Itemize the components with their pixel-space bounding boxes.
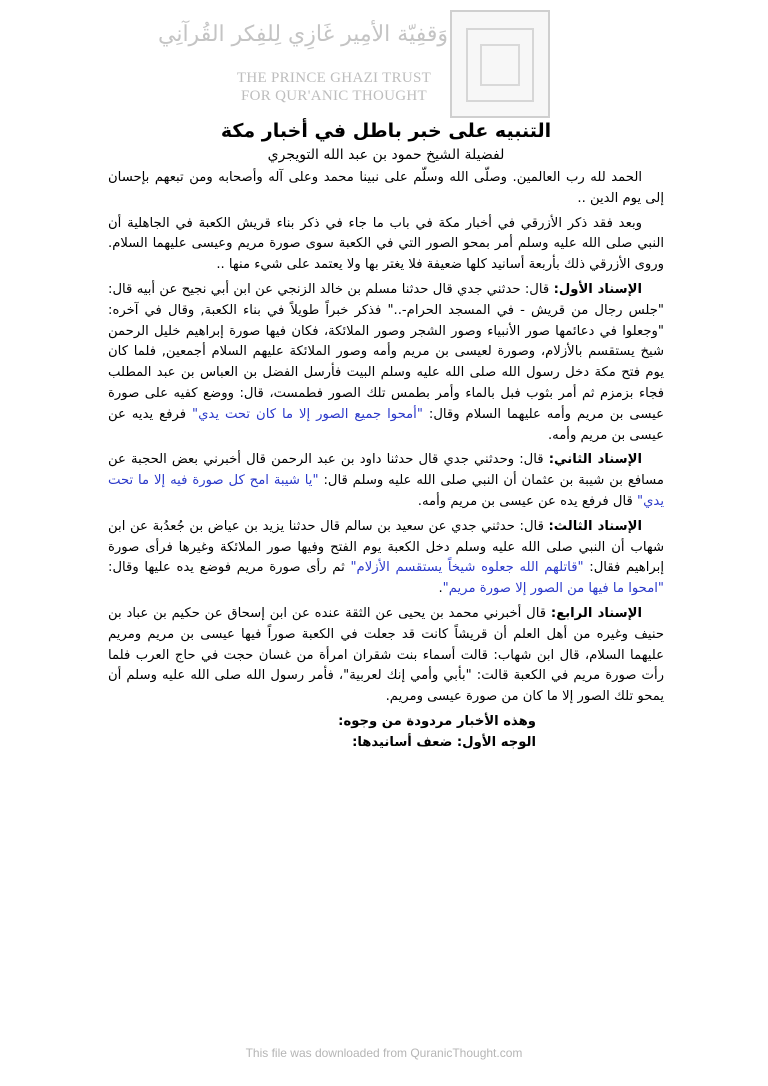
isnad-3-quote-2: "امحوا ما فيها من الصور إلا صورة مريم": [442, 581, 664, 597]
isnad-3-quote-1: "قاتلهم الله جعلوه شيخاً يستقسم الأزلام": [350, 560, 584, 576]
isnad-2-label: الإسناد الثاني:: [548, 452, 642, 468]
download-footer: This file was downloaded from QuranicThought.com: [245, 1046, 523, 1060]
isnad-1-label: الإسناد الأول:: [553, 281, 642, 297]
document-title: التنبيه على خبر باطل في أخبار مكة: [220, 120, 552, 142]
isnad-4-text: قال أخبرني محمد بن يحيى عن الثقة عنده عن ابن إسحاق عن حكيم بن عباد بن حنيف وغيره من أهل العلم أن قريشاً كانت قد جعلت في الكعبة صوراً فيها عيسى بن مريم ومريم عليهما السلام، قال ابن شهاب: قالت أسماء بنت شقران امرأة من غسان حجت في حاج العرب فلما رأت صورة مريم في الكعبة قالت: "بأبي وأمي إنك لعربية"، فأمر رسول الله صلى الله عليه وسلم أن يمحو تلك الصور إلا ما كان من صورة عيسى ومريم.: [108, 605, 664, 705]
document-author: لفضيلة الشيخ حمود بن عبد الله التويجري: [267, 147, 505, 163]
isnad-1: [108, 280, 664, 446]
isnad-2-text: قال: وحدثني جدي قال حدثنا داود بن عبد الرحمن قال أخبرني بعض الحجبة عن مسافع بن شيبة بن عثمان أن النبي صلى الله عليه وسلم قال:: [108, 452, 664, 489]
isnad-3: [108, 517, 664, 600]
isnad-2: [108, 450, 664, 512]
trust-name-line2: FOR QUR'ANIC THOUGHT: [241, 88, 427, 104]
isnad-3-label: الإسناد الثالث:: [548, 518, 642, 534]
trust-calligraphy: وَقفِيّة الأمِير غَازِي لِلفِكر القُرآنِي: [157, 22, 448, 47]
isnad-1-end: فرفع يديه عن عيسى بن مريم وأمه.: [108, 406, 664, 443]
intro-paragraph-2: وبعد فقد ذكر الأزرقي في أخبار مكة في باب ما جاء في ذكر بناء قريش الكعبة في الجاهلية أن النبي صلى الله عليه وسلم أمر بمحو الصور التي في الكعبة سوى صورة مريم وعيسى عليهما السلام. وروى الأزرقي ذلك بأربعة أسانيد كلها ضعيفة فلا يغتر بها ولا يعتمد على شيء منها ..: [108, 215, 664, 273]
isnad-2-end: قال فرفع يده عن عيسى بن مريم وأمه.: [417, 493, 638, 509]
intro-paragraph: الحمد لله رب العالمين. وصلّى الله وسلّم على نبينا محمد وعلى آله وأصحابه ومن تبعهم بإحسان إلى يوم الدين ..: [108, 170, 664, 206]
isnad-2-quote: "يا شيبة امح كل صورة فيه إلا ما تحت يدي": [108, 473, 664, 509]
isnad-1-text: قال: حدثني جدي قال حدثنا مسلم بن خالد الزنجي عن ابن أبي نجيح عن أبيه قال: "جلس رجال من قريش - في المسجد الحرام-.." فذكر خبراً طويلاً في بناء الكعبة, وقال في آخره: "وجعلوا في دعائمها صور الأنبياء وصور الشجر وصور الملائكة، فكان فيها صورة إبراهيم خليل الرحمن شيخ يستقسم بالأزلام، وصورة لعيسى بن مريم وأمه وصور الملائكة عليهم السلام أجمعين, فلما كان يوم فتح مكة دخل رسول الله صلى الله عليه وسلم البيت فأرسل الفضل بن العباس بن عبد المطلب فجاء بزمزم ثم أمر بثوب فبل بالماء وأمر بطمس تلك الصور فطمست، قال: ووضع كفيه على صورة عيسى بن مريم وأمه عليهما السلام وقال:: [108, 281, 664, 422]
isnad-1-quote: "أمحوا جميع الصور إلا ما كان تحت يدي": [192, 406, 423, 422]
isnad-4: [108, 604, 664, 708]
closing-heading-2: الوجه الأول: ضعف أسانيدها:: [352, 734, 536, 750]
isnad-3-text: قال: حدثني جدي عن سعيد بن سالم قال حدثنا يزيد بن عياض بن جُعدُبة عن ابن شهاب أن النبي صلى الله عليه وسلم دخل الكعبة يوم الفتح وفيها صور الملائكة وغيرها فرأى صورة إبراهيم فقال:: [108, 518, 664, 576]
document-body: [108, 118, 664, 754]
isnad-3-end: .: [438, 581, 443, 597]
isnad-4-label: الإسناد الرابع:: [550, 605, 642, 621]
isnad-3-mid: ثم رأى صورة مريم فوضع يده عليها وقال:: [108, 560, 351, 576]
header: [157, 8, 550, 120]
closing-heading-1: وهذه الأخبار مردودة من وجوه:: [338, 713, 536, 729]
trust-name-line1: THE PRINCE GHAZI TRUST: [236, 70, 432, 86]
kufic-square-logo-icon: [450, 10, 550, 118]
